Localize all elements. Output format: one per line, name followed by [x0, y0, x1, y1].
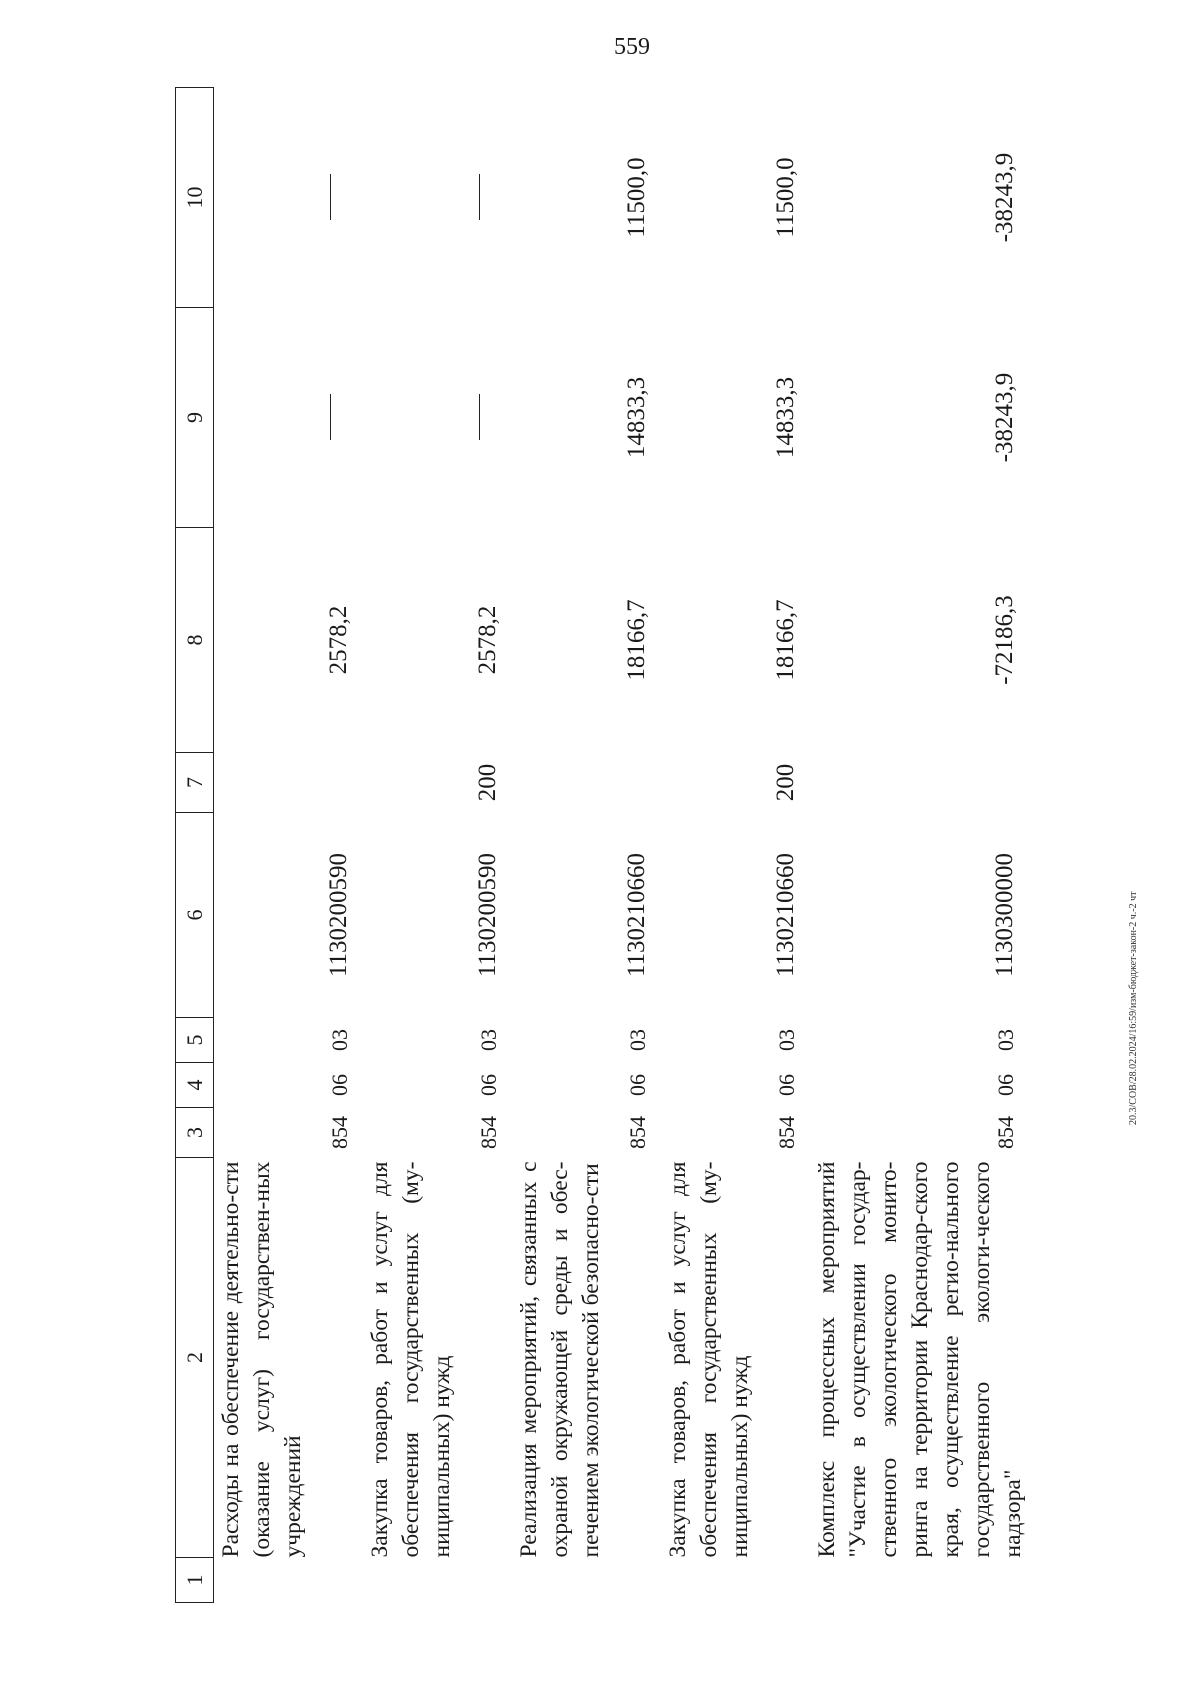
cell-1: [363, 1558, 512, 1603]
header-col-6: 6: [176, 813, 214, 1018]
header-col-8: 8: [176, 528, 214, 753]
cell-9: 14833,3: [772, 376, 799, 459]
cell-3: 854: [625, 1116, 650, 1149]
table-row: [363, 88, 512, 1603]
cell-9: -38243,9: [991, 372, 1018, 463]
cell-7: 200: [772, 763, 799, 802]
cell-6: 1130200590: [474, 852, 501, 978]
cell-4: 06: [993, 1074, 1018, 1096]
cell-5: 03: [993, 1029, 1018, 1051]
cell-3: 854: [476, 1116, 501, 1149]
cell-10: 11500,0: [623, 157, 650, 238]
cell-1: [214, 1558, 364, 1603]
row-description: Закупка товаров, работ и услуг для обеспечения государственных (му-ниципальных) нужд: [665, 1161, 753, 1558]
cell-10: [363, 88, 512, 308]
row-description: Расходы на обеспечение деятельно-сти (оказание услуг) государствен-ных учреждений: [218, 1161, 306, 1558]
cell-3: 854: [774, 1116, 799, 1149]
cell-6: 1130210660: [623, 852, 650, 978]
dash-mark: [479, 175, 480, 221]
cell-10: 11500,0: [772, 157, 799, 238]
cell-7: 200: [474, 763, 501, 802]
cell-8: 2578,2: [474, 605, 501, 675]
cell-8: 18166,7: [623, 599, 650, 681]
page-number: 559: [614, 34, 650, 60]
cell-3: 854: [993, 1116, 1018, 1149]
cell-7: [214, 753, 364, 813]
row-description: Закупка товаров, работ и услуг для обеспечения государственных (му-ниципальных) нужд: [367, 1161, 455, 1558]
budget-table: [175, 87, 1029, 1603]
table-row: [661, 88, 810, 1603]
cell-8: -72186,3: [991, 595, 1018, 685]
dash-mark: [330, 175, 331, 221]
table-row: [214, 88, 364, 1603]
cell-5: 03: [327, 1029, 352, 1051]
cell-5: 03: [774, 1029, 799, 1051]
cell-1: [512, 1558, 661, 1603]
cell-6: 1130210660: [772, 852, 799, 978]
header-col-7: 7: [176, 753, 214, 813]
row-description: Комплекс процессных мероприятий "Участие в осуществлении государ-ственного экологического монито-ринга на территории Краснодар-ского края, осуществление регио-нального государственного экологи-ческого надзора": [814, 1161, 1026, 1558]
document-stamp: 20.3/СОВ/28.02.2024/16:59/изм-бюджет-закон-2 ч.-2 чт: [1128, 891, 1139, 1125]
cell-4: 06: [774, 1074, 799, 1096]
cell-9: [214, 308, 364, 528]
table-row: [810, 88, 1029, 1603]
cell-3: 854: [327, 1116, 352, 1149]
header-col-9: 9: [176, 308, 214, 528]
cell-7: [512, 753, 661, 813]
dash-mark: [330, 395, 331, 441]
dash-mark: [479, 395, 480, 441]
cell-10: [214, 88, 364, 308]
table-row: [512, 88, 661, 1603]
cell-8: 18166,7: [772, 599, 799, 681]
cell-1: [661, 1558, 810, 1603]
cell-5: 03: [625, 1029, 650, 1051]
cell-6: 1130200590: [325, 852, 352, 978]
cell-4: 06: [327, 1074, 352, 1096]
cell-4: 06: [476, 1074, 501, 1096]
row-description: Реализация мероприятий, связанных с охраной окружающей среды и обес-печением экологической безопасно-сти: [516, 1161, 604, 1558]
cell-10: -38243,9: [991, 152, 1018, 243]
header-col-2: 2: [176, 1158, 214, 1558]
cell-8: 2578,2: [325, 605, 352, 675]
cell-1: [810, 1558, 1029, 1603]
cell-6: 1130300000: [991, 852, 1018, 978]
header-col-3: 3: [176, 1108, 214, 1158]
header-col-1: 1: [176, 1558, 214, 1603]
cell-7: [810, 753, 1029, 813]
budget-table-rotated: [175, 88, 1060, 1603]
table-header-row: [176, 88, 214, 1603]
header-col-5: 5: [176, 1018, 214, 1063]
header-col-10: 10: [176, 88, 214, 308]
cell-9: [363, 308, 512, 528]
cell-4: 06: [625, 1074, 650, 1096]
cell-9: 14833,3: [623, 376, 650, 459]
header-col-4: 4: [176, 1063, 214, 1108]
cell-5: 03: [476, 1029, 501, 1051]
